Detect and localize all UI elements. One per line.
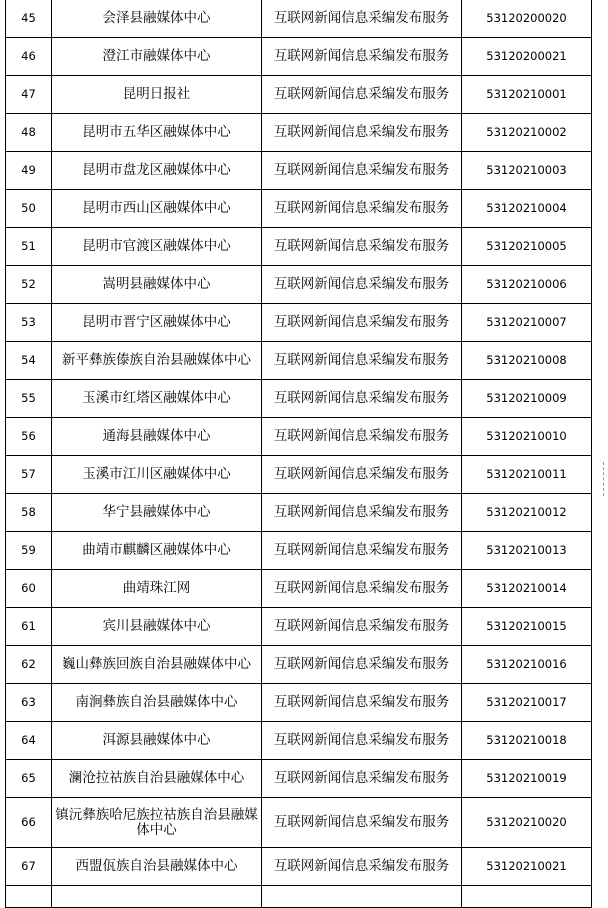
row-number-cell: 49 <box>6 152 52 190</box>
registry-table-body <box>6 0 592 908</box>
service-type-cell: 互联网新闻信息采编发布服务 <box>262 38 462 76</box>
empty-cell <box>6 886 52 908</box>
table-row <box>6 342 592 380</box>
license-code-cell: 53120210015 <box>462 608 592 646</box>
license-code-cell: 53120210012 <box>462 494 592 532</box>
license-code-cell: 53120210004 <box>462 190 592 228</box>
license-code-cell: 53120210002 <box>462 114 592 152</box>
table-row <box>6 38 592 76</box>
service-type-cell: 互联网新闻信息采编发布服务 <box>262 152 462 190</box>
license-code-cell: 53120210007 <box>462 304 592 342</box>
service-type-cell: 互联网新闻信息采编发布服务 <box>262 380 462 418</box>
organization-name-cell: 洱源县融媒体中心 <box>52 722 262 760</box>
license-code-cell: 53120210016 <box>462 646 592 684</box>
row-number-cell: 48 <box>6 114 52 152</box>
row-number-cell: 51 <box>6 228 52 266</box>
license-code-cell: 53120210008 <box>462 342 592 380</box>
organization-name-cell: 巍山彝族回族自治县融媒体中心 <box>52 646 262 684</box>
table-row <box>6 456 592 494</box>
service-type-cell: 互联网新闻信息采编发布服务 <box>262 848 462 886</box>
license-code-cell: 53120210020 <box>462 798 592 848</box>
license-code-cell: 53120210006 <box>462 266 592 304</box>
organization-name-cell: 昆明市晋宁区融媒体中心 <box>52 304 262 342</box>
row-number-cell: 63 <box>6 684 52 722</box>
row-number-cell: 62 <box>6 646 52 684</box>
service-type-cell: 互联网新闻信息采编发布服务 <box>262 190 462 228</box>
table-row <box>6 722 592 760</box>
service-type-cell: 互联网新闻信息采编发布服务 <box>262 494 462 532</box>
table-row <box>6 608 592 646</box>
service-type-cell: 互联网新闻信息采编发布服务 <box>262 456 462 494</box>
table-row <box>6 570 592 608</box>
license-code-cell: 53120210009 <box>462 380 592 418</box>
organization-name-cell: 嵩明县融媒体中心 <box>52 266 262 304</box>
row-number-cell: 58 <box>6 494 52 532</box>
table-row <box>6 418 592 456</box>
row-number-cell: 57 <box>6 456 52 494</box>
service-type-cell: 互联网新闻信息采编发布服务 <box>262 266 462 304</box>
license-code-cell: 53120210019 <box>462 760 592 798</box>
table-row <box>6 684 592 722</box>
row-number-cell: 47 <box>6 76 52 114</box>
license-code-cell: 53120210010 <box>462 418 592 456</box>
service-type-cell: 互联网新闻信息采编发布服务 <box>262 418 462 456</box>
service-type-cell: 互联网新闻信息采编发布服务 <box>262 608 462 646</box>
organization-name-cell: 镇沅彝族哈尼族拉祜族自治县融媒体中心 <box>52 798 262 848</box>
row-number-cell: 67 <box>6 848 52 886</box>
table-row <box>6 848 592 886</box>
organization-name-cell: 澜沧拉祜族自治县融媒体中心 <box>52 760 262 798</box>
table-row <box>6 266 592 304</box>
license-code-cell: 53120210005 <box>462 228 592 266</box>
row-number-cell: 60 <box>6 570 52 608</box>
table-row <box>6 152 592 190</box>
license-code-cell: 53120210011 <box>462 456 592 494</box>
row-number-cell: 53 <box>6 304 52 342</box>
organization-name-cell: 华宁县融媒体中心 <box>52 494 262 532</box>
row-number-cell: 66 <box>6 798 52 848</box>
organization-name-cell: 昆明日报社 <box>52 76 262 114</box>
license-code-cell: 53120210003 <box>462 152 592 190</box>
table-row-cutoff <box>6 886 592 908</box>
table-row <box>6 304 592 342</box>
service-type-cell: 互联网新闻信息采编发布服务 <box>262 304 462 342</box>
license-code-cell: 53120210014 <box>462 570 592 608</box>
table-row <box>6 494 592 532</box>
row-number-cell: 64 <box>6 722 52 760</box>
license-code-cell: 53120200021 <box>462 38 592 76</box>
service-type-cell: 互联网新闻信息采编发布服务 <box>262 722 462 760</box>
table-row <box>6 380 592 418</box>
license-code-cell: 53120210013 <box>462 532 592 570</box>
organization-name-cell: 曲靖市麒麟区融媒体中心 <box>52 532 262 570</box>
organization-name-cell: 会泽县融媒体中心 <box>52 0 262 38</box>
organization-name-cell: 宾川县融媒体中心 <box>52 608 262 646</box>
license-code-cell: 53120210001 <box>462 76 592 114</box>
license-code-cell: 53120210021 <box>462 848 592 886</box>
registry-table <box>5 0 592 908</box>
row-number-cell: 59 <box>6 532 52 570</box>
row-number-cell: 55 <box>6 380 52 418</box>
organization-name-cell: 昆明市五华区融媒体中心 <box>52 114 262 152</box>
service-type-cell: 互联网新闻信息采编发布服务 <box>262 342 462 380</box>
organization-name-cell: 西盟佤族自治县融媒体中心 <box>52 848 262 886</box>
row-number-cell: 54 <box>6 342 52 380</box>
table-row <box>6 228 592 266</box>
empty-cell <box>462 886 592 908</box>
row-number-cell: 46 <box>6 38 52 76</box>
service-type-cell: 互联网新闻信息采编发布服务 <box>262 114 462 152</box>
row-number-cell: 45 <box>6 0 52 38</box>
license-code-cell: 53120200020 <box>462 0 592 38</box>
service-type-cell: 互联网新闻信息采编发布服务 <box>262 684 462 722</box>
empty-cell <box>52 886 262 908</box>
organization-name-cell: 澄江市融媒体中心 <box>52 38 262 76</box>
table-row <box>6 0 592 38</box>
service-type-cell: 互联网新闻信息采编发布服务 <box>262 76 462 114</box>
organization-name-cell: 南涧彝族自治县融媒体中心 <box>52 684 262 722</box>
row-number-cell: 56 <box>6 418 52 456</box>
license-code-cell: 53120210018 <box>462 722 592 760</box>
row-number-cell: 65 <box>6 760 52 798</box>
service-type-cell: 互联网新闻信息采编发布服务 <box>262 570 462 608</box>
organization-name-cell: 曲靖珠江网 <box>52 570 262 608</box>
row-number-cell: 61 <box>6 608 52 646</box>
service-type-cell: 互联网新闻信息采编发布服务 <box>262 0 462 38</box>
table-row <box>6 190 592 228</box>
table-row <box>6 760 592 798</box>
table-row <box>6 76 592 114</box>
table-row <box>6 532 592 570</box>
service-type-cell: 互联网新闻信息采编发布服务 <box>262 760 462 798</box>
organization-name-cell: 昆明市西山区融媒体中心 <box>52 190 262 228</box>
organization-name-cell: 昆明市盘龙区融媒体中心 <box>52 152 262 190</box>
row-number-cell: 52 <box>6 266 52 304</box>
service-type-cell: 互联网新闻信息采编发布服务 <box>262 646 462 684</box>
page-edge-marker <box>603 462 608 496</box>
table-row <box>6 114 592 152</box>
organization-name-cell: 玉溪市红塔区融媒体中心 <box>52 380 262 418</box>
organization-name-cell: 玉溪市江川区融媒体中心 <box>52 456 262 494</box>
license-code-cell: 53120210017 <box>462 684 592 722</box>
organization-name-cell: 新平彝族傣族自治县融媒体中心 <box>52 342 262 380</box>
service-type-cell: 互联网新闻信息采编发布服务 <box>262 228 462 266</box>
table-row <box>6 798 592 848</box>
organization-name-cell: 通海县融媒体中心 <box>52 418 262 456</box>
service-type-cell: 互联网新闻信息采编发布服务 <box>262 532 462 570</box>
organization-name-cell: 昆明市官渡区融媒体中心 <box>52 228 262 266</box>
row-number-cell: 50 <box>6 190 52 228</box>
table-row <box>6 646 592 684</box>
empty-cell <box>262 886 462 908</box>
service-type-cell: 互联网新闻信息采编发布服务 <box>262 798 462 848</box>
